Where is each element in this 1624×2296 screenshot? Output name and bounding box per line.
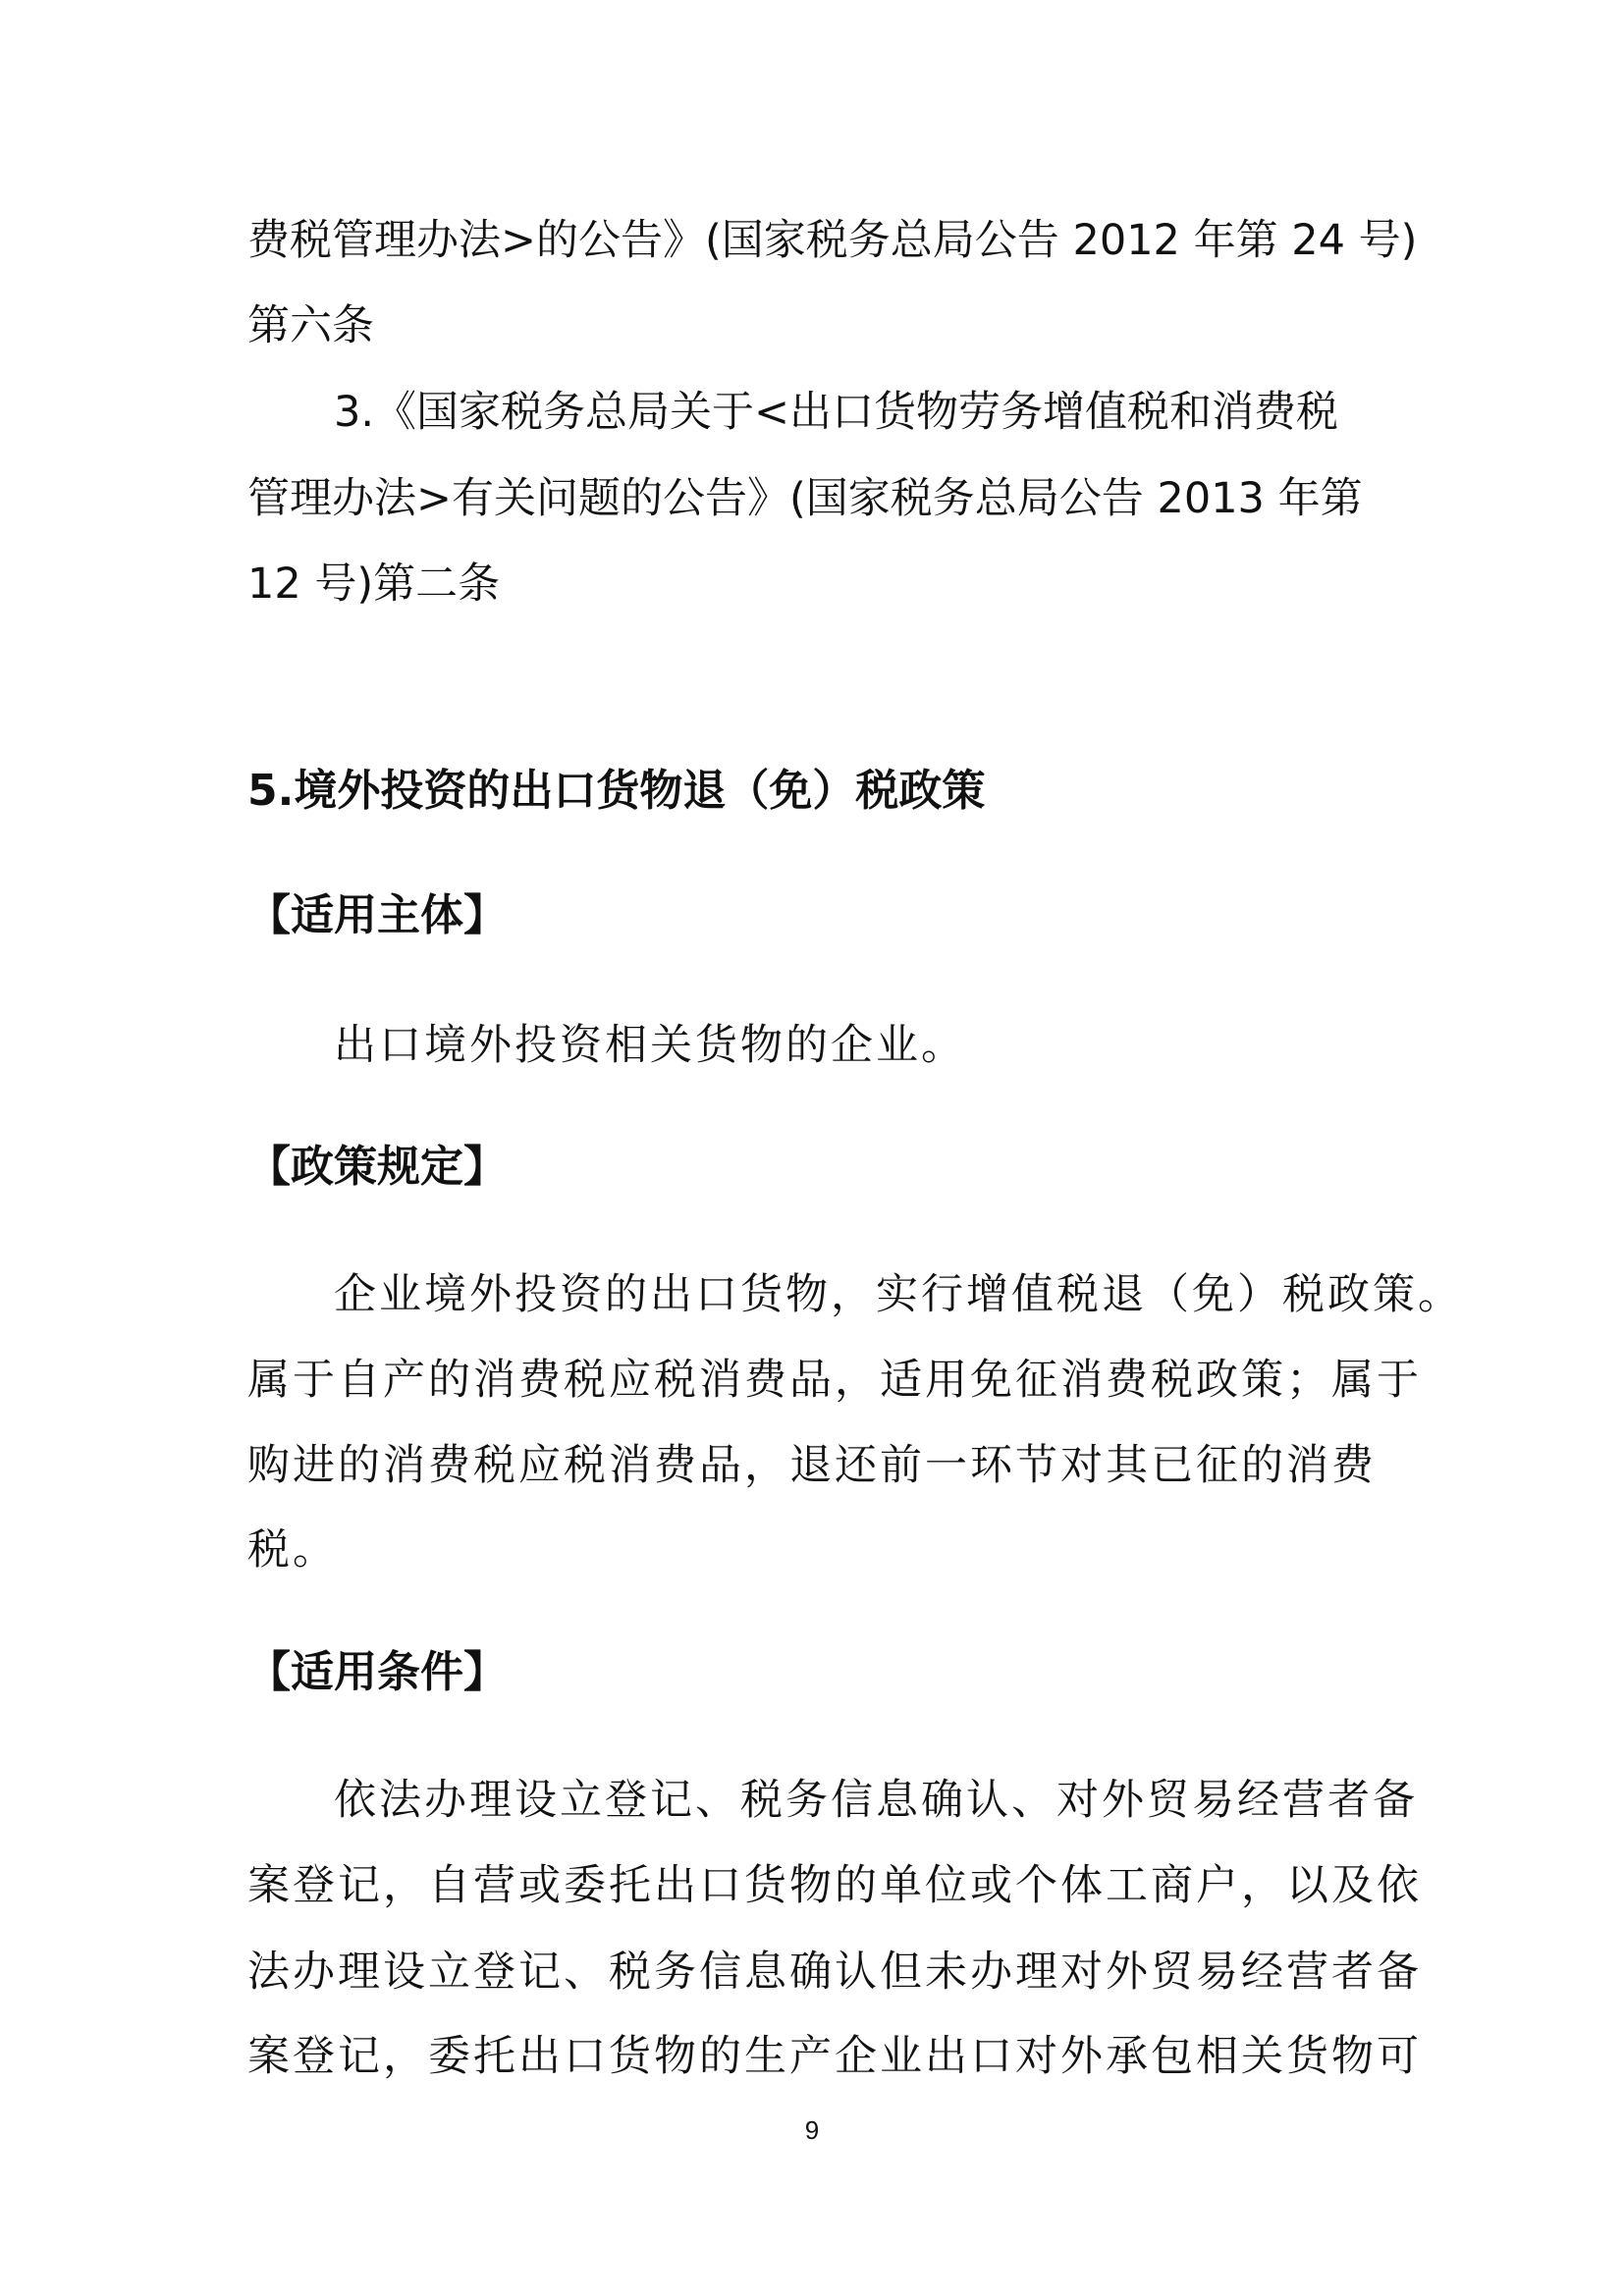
reference-line-3: 3.《国家税务总局关于<出口货物劳务增值税和消费税 <box>334 388 1339 437</box>
policy-heading: 【政策规定】 <box>247 1142 507 1192</box>
conditions-line-3: 法办理设立登记、税务信息确认但未办理对外贸易经营者备 <box>247 1948 1422 1997</box>
policy-line-3: 购进的消费税应税消费品，退还前一环节对其已征的消费 <box>247 1441 1377 1490</box>
subject-text: 出口境外投资相关货物的企业。 <box>334 1021 966 1070</box>
conditions-line-4: 案登记，委托出口货物的生产企业出口对外承包相关货物可 <box>247 2032 1422 2081</box>
page-number: 9 <box>804 2115 820 2145</box>
conditions-line-1: 依法办理设立登记、税务信息确认、对外贸易经营者备 <box>334 1776 1418 1825</box>
policy-line-2: 属于自产的消费税应税消费品，适用免征消费税政策；属于 <box>247 1356 1422 1405</box>
conditions-heading: 【适用条件】 <box>247 1647 507 1697</box>
reference-line-2: 第六条 <box>247 301 374 350</box>
subject-heading: 【适用主体】 <box>247 890 507 940</box>
conditions-line-2: 案登记，自营或委托出口货物的单位或个体工商户，以及依 <box>247 1861 1422 1910</box>
reference-line-4: 管理办法>有关问题的公告》(国家税务总局公告 2013 年第 <box>247 474 1363 523</box>
policy-line-1: 企业境外投资的出口货物，实行增值税退（免）税政策。 <box>334 1270 1463 1319</box>
reference-line-1: 费税管理办法>的公告》(国家税务总局公告 2012 年第 24 号) <box>247 216 1418 265</box>
reference-line-5: 12 号)第二条 <box>247 560 501 609</box>
policy-line-4: 税。 <box>247 1525 338 1575</box>
section-title: 5.境外投资的出口货物退（免）税政策 <box>247 766 986 816</box>
